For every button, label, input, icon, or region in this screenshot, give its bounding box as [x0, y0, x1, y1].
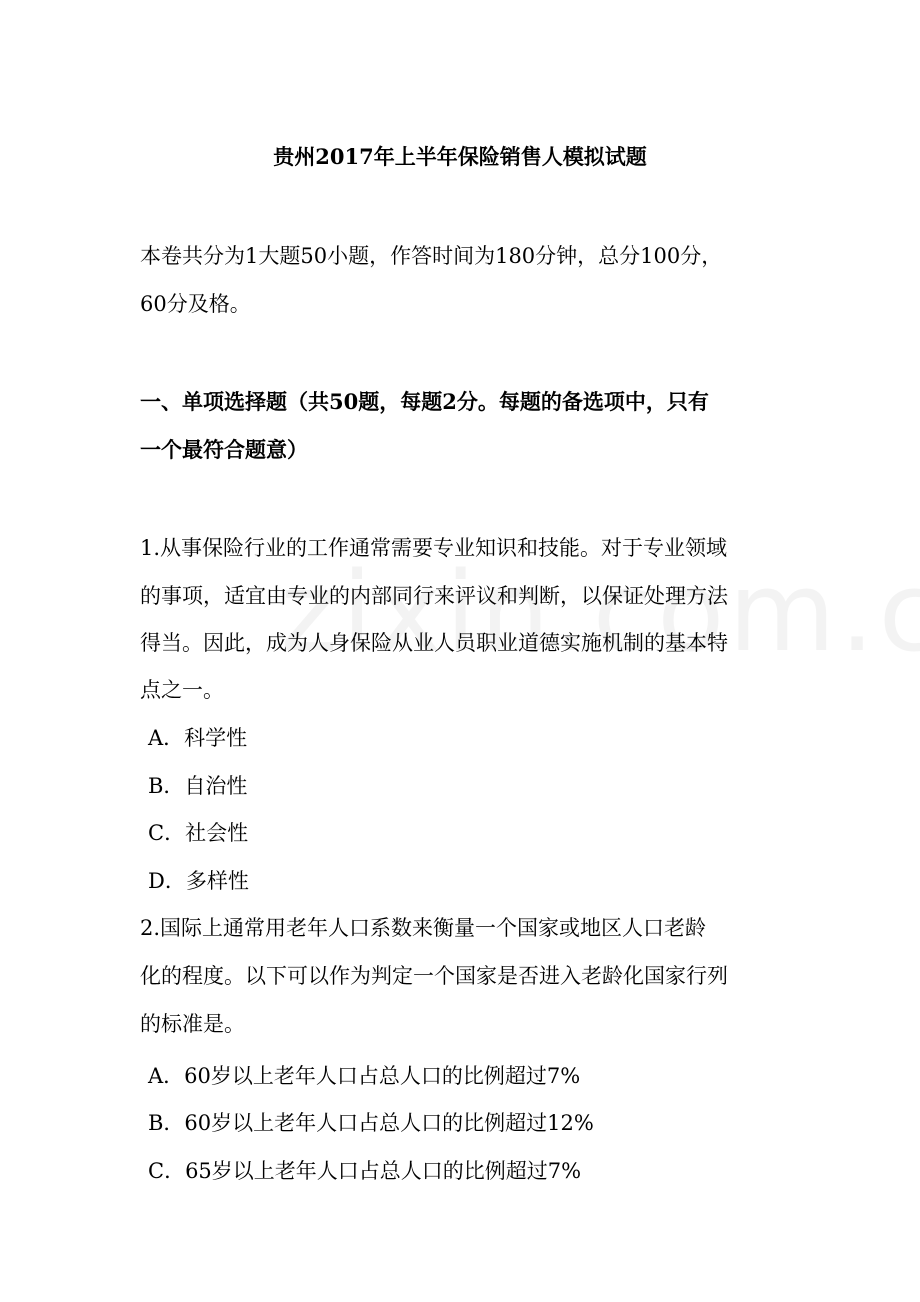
question-1-option-b: B．自治性	[148, 774, 248, 798]
question-1-line-1: 1.从事保险行业的工作通常需要专业知识和技能。对于专业领域	[140, 536, 728, 560]
document-title: 贵州2017年上半年保险销售人模拟试题	[273, 144, 647, 169]
question-1-option-c: C．社会性	[148, 821, 249, 845]
question-2-option-a: A．60岁以上老年人口占总人口的比例超过7%	[148, 1064, 581, 1088]
question-2-option-b: B．60岁以上老年人口占总人口的比例超过12%	[148, 1111, 594, 1135]
question-1-line-3: 得当。因此，成为人身保险从业人员职业道德实施机制的基本特	[140, 631, 728, 655]
question-2-line-2: 化的程度。以下可以作为判定一个国家是否进入老龄化国家行列	[140, 964, 728, 988]
intro-line-1: 本卷共分为1大题50小题，作答时间为180分钟，总分100分，	[140, 244, 723, 268]
intro-line-2: 60分及格。	[140, 292, 251, 316]
question-1-option-d: D．多样性	[148, 869, 249, 893]
question-1-option-a: A．科学性	[148, 726, 248, 750]
question-1-line-4: 点之一。	[140, 678, 224, 702]
question-2-line-1: 2.国际上通常用老年人口系数来衡量一个国家或地区人口老龄	[140, 916, 707, 940]
question-2-option-c: C．65岁以上老年人口占总人口的比例超过7%	[148, 1159, 582, 1183]
section-heading-line-1: 一、单项选择题（共50题，每题2分。每题的备选项中，只有	[140, 389, 709, 414]
question-1-line-2: 的事项，适宜由专业的内部同行来评议和判断，以保证处理方法	[140, 584, 728, 608]
section-heading-line-2: 一个最符合题意）	[140, 437, 308, 462]
question-2-line-3: 的标准是。	[140, 1012, 245, 1036]
